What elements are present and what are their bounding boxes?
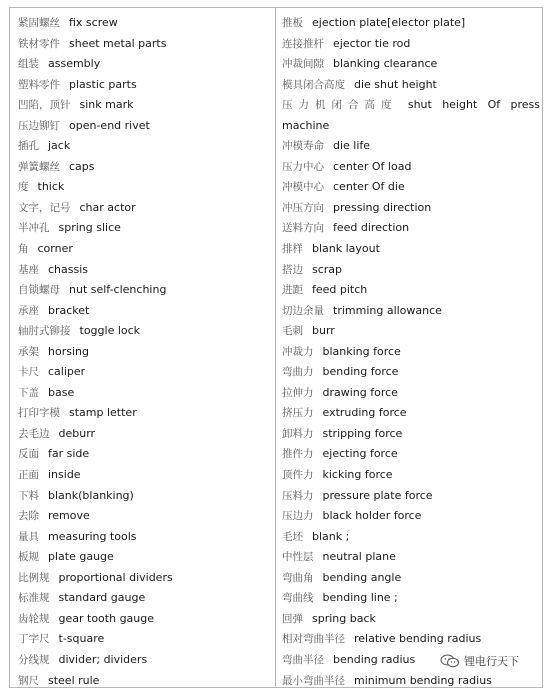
term-row	[282, 403, 540, 424]
term-english: plate gauge	[48, 550, 114, 563]
term-chinese: 半冲孔	[18, 222, 50, 234]
term-row	[18, 239, 268, 260]
term-english: neutral plane	[323, 550, 396, 563]
term-english: deburr	[59, 427, 96, 440]
watermark	[440, 653, 519, 669]
term-english: pressing direction	[333, 201, 431, 214]
term-chinese: 去除	[18, 510, 39, 522]
term-english: bending radius	[333, 653, 415, 666]
term-row	[18, 547, 268, 568]
term-chinese: 齿轮规	[18, 613, 50, 625]
term-english: remove	[48, 509, 90, 522]
term-chinese: 下料	[18, 490, 39, 502]
term-row	[18, 424, 268, 445]
term-row	[282, 444, 540, 465]
term-row	[282, 568, 540, 589]
term-english: thick	[38, 180, 65, 193]
term-english: assembly	[48, 57, 100, 70]
term-row	[18, 506, 268, 527]
term-row	[282, 547, 540, 568]
term-english: caliper	[48, 365, 85, 378]
term-chinese: 打印字模	[18, 407, 60, 419]
term-chinese: 弯曲线	[282, 592, 314, 604]
term-chinese: 回弹	[282, 613, 303, 625]
term-chinese: 卡尺	[18, 366, 39, 378]
term-english-word: height	[442, 95, 477, 116]
term-english: proportional dividers	[59, 571, 173, 584]
term-row	[18, 95, 268, 116]
term-chinese: 凹陷，顶针	[18, 99, 71, 111]
term-row	[282, 260, 540, 281]
term-english: spring back	[312, 612, 376, 625]
term-english-word: shut	[408, 95, 432, 116]
term-row	[18, 342, 268, 363]
term-english: spring slice	[59, 221, 121, 234]
term-chinese: 铁材零件	[18, 38, 60, 50]
term-row	[18, 136, 268, 157]
term-row	[18, 54, 268, 75]
term-row	[18, 444, 268, 465]
term-chinese: 挤压力	[282, 407, 314, 419]
term-english: plastic parts	[69, 78, 137, 91]
term-chinese: 组装	[18, 58, 39, 70]
term-english: center Of die	[333, 180, 405, 193]
term-row	[18, 609, 268, 630]
term-row	[18, 218, 268, 239]
term-row	[282, 13, 540, 34]
term-row	[282, 609, 540, 630]
term-chinese: 塑料零件	[18, 79, 60, 91]
term-chinese: 下盖	[18, 387, 39, 399]
wechat-icon	[440, 654, 460, 668]
term-english: standard gauge	[59, 591, 146, 604]
glossary-table	[9, 7, 543, 688]
term-english: sink mark	[80, 98, 134, 111]
term-chinese: 毛刺	[282, 325, 303, 337]
term-chinese: 钢尺	[18, 675, 39, 687]
term-row	[18, 321, 268, 342]
term-row	[18, 157, 268, 178]
term-chinese: 度	[18, 181, 29, 193]
term-row	[18, 177, 268, 198]
term-chinese: 冲模寿命	[282, 140, 324, 152]
term-row	[282, 280, 540, 301]
term-row	[282, 588, 540, 609]
term-chinese: 冲压方向	[282, 202, 324, 214]
term-english: divider; dividers	[59, 653, 148, 666]
term-chinese: 冲模中心	[282, 181, 324, 193]
term-english-word: Of	[488, 95, 501, 116]
term-chinese: 推件力	[282, 448, 314, 460]
term-row	[18, 301, 268, 322]
term-chinese: 角	[18, 243, 29, 255]
term-row	[18, 280, 268, 301]
term-english: jack	[48, 139, 70, 152]
term-chinese: 送料方向	[282, 222, 324, 234]
term-english: extruding force	[323, 406, 407, 419]
term-english: center Of load	[333, 160, 411, 173]
term-chinese: 卸料力	[282, 428, 314, 440]
term-row	[18, 34, 268, 55]
term-row	[18, 362, 268, 383]
term-chinese: 排样	[282, 243, 303, 255]
term-row	[282, 34, 540, 55]
watermark-text: 锂电行天下	[464, 653, 519, 669]
term-english: char actor	[80, 201, 136, 214]
term-chinese: 压边铆钉	[18, 120, 60, 132]
term-chinese: 比例规	[18, 572, 50, 584]
term-chinese: 弯曲角	[282, 572, 314, 584]
term-chinese: 板规	[18, 551, 39, 563]
term-english: black holder force	[323, 509, 422, 522]
term-chinese: 反面	[18, 448, 39, 460]
term-english: blank(blanking)	[48, 489, 134, 502]
term-chinese: 进距	[282, 284, 303, 296]
term-english: trimming allowance	[333, 304, 442, 317]
term-english: t-square	[59, 632, 105, 645]
term-english-word: press	[510, 95, 540, 116]
term-row	[18, 116, 268, 137]
term-chinese: 搭边	[282, 264, 303, 276]
term-english: corner	[38, 242, 73, 255]
term-english: die life	[333, 139, 370, 152]
term-row	[282, 506, 540, 527]
term-row	[282, 301, 540, 322]
term-chinese: 插孔	[18, 140, 39, 152]
term-english: gear tooth gauge	[59, 612, 155, 625]
term-chinese: 推板	[282, 17, 303, 29]
term-english: burr	[312, 324, 335, 337]
term-chinese: 承座	[18, 305, 39, 317]
term-chinese: 中性层	[282, 551, 314, 563]
term-chinese: 拉伸力	[282, 387, 314, 399]
term-row	[282, 424, 540, 445]
term-english: blanking clearance	[333, 57, 437, 70]
term-english: scrap	[312, 263, 342, 276]
term-chinese: 承架	[18, 346, 39, 358]
term-row	[18, 527, 268, 548]
term-english: pressure plate force	[323, 489, 433, 502]
term-row	[282, 198, 540, 219]
term-chinese: 冲裁力	[282, 346, 314, 358]
term-english: horsing	[48, 345, 89, 358]
term-row	[282, 362, 540, 383]
term-english: feed direction	[333, 221, 409, 234]
term-chinese: 压力中心	[282, 161, 324, 173]
term-english: steel rule	[48, 674, 99, 687]
term-english: kicking force	[323, 468, 393, 481]
term-english: base	[48, 386, 74, 399]
term-row	[282, 383, 540, 404]
term-english: minimum bending radius	[354, 674, 492, 687]
term-row	[282, 342, 540, 363]
term-english: toggle lock	[80, 324, 141, 337]
term-row	[282, 157, 540, 178]
term-chinese: 文字，记号	[18, 202, 71, 214]
term-chinese: 紧固螺丝	[18, 17, 60, 29]
term-row	[18, 465, 268, 486]
term-row	[282, 486, 540, 507]
term-row	[18, 588, 268, 609]
term-chinese: 压料力	[282, 490, 314, 502]
term-row	[18, 13, 268, 34]
term-row	[282, 75, 540, 96]
term-english: drawing force	[323, 386, 398, 399]
term-english: blank ;	[312, 530, 349, 543]
term-chinese: 最小弯曲半径	[282, 675, 345, 687]
term-row	[18, 403, 268, 424]
term-english: fix screw	[69, 16, 118, 29]
term-row	[282, 465, 540, 486]
term-row	[282, 527, 540, 548]
term-row-wrapped	[282, 95, 540, 136]
term-row	[18, 260, 268, 281]
term-english-word: machine	[282, 116, 540, 137]
term-english: far side	[48, 447, 89, 460]
term-row	[18, 629, 268, 650]
right-column	[282, 13, 540, 691]
term-chinese: 分线规	[18, 654, 50, 666]
term-english: ejector tie rod	[333, 37, 410, 50]
term-row	[18, 75, 268, 96]
term-english: bracket	[48, 304, 89, 317]
term-chinese: 量具	[18, 531, 39, 543]
term-chinese: 弯曲半径	[282, 654, 324, 666]
term-chinese: 标准规	[18, 592, 50, 604]
term-english: bending force	[323, 365, 399, 378]
term-english: chassis	[48, 263, 88, 276]
term-chinese: 毛坯	[282, 531, 303, 543]
term-english: ejection plate[elector plate]	[312, 16, 465, 29]
term-english: feed pitch	[312, 283, 367, 296]
term-chinese: 连接推杆	[282, 38, 324, 50]
term-row	[18, 568, 268, 589]
term-chinese: 丁字尺	[18, 633, 50, 645]
term-row	[282, 177, 540, 198]
term-english: bending line ;	[323, 591, 398, 604]
term-english: sheet metal parts	[69, 37, 166, 50]
term-chinese: 轴肘式铆接	[18, 325, 71, 337]
term-chinese: 顶件力	[282, 469, 314, 481]
term-english: stripping force	[323, 427, 403, 440]
term-chinese: 正面	[18, 469, 39, 481]
term-row	[282, 54, 540, 75]
term-row	[18, 198, 268, 219]
term-row	[18, 486, 268, 507]
term-row	[18, 650, 268, 671]
term-english: die shut height	[354, 78, 437, 91]
term-english: bending angle	[323, 571, 402, 584]
term-english: nut self-clenching	[69, 283, 166, 296]
term-chinese: 切边余量	[282, 305, 324, 317]
term-english: caps	[69, 160, 95, 173]
term-row	[282, 629, 540, 650]
term-chinese: 模具闭合高度	[282, 79, 345, 91]
term-english: ejecting force	[323, 447, 398, 460]
column-divider	[275, 8, 276, 687]
term-chinese: 自锁螺母	[18, 284, 60, 296]
term-row	[282, 218, 540, 239]
term-english: relative bending radius	[354, 632, 481, 645]
term-row	[282, 321, 540, 342]
term-english: measuring tools	[48, 530, 137, 543]
term-chinese: 冲裁间隙	[282, 58, 324, 70]
term-chinese: 压边力	[282, 510, 314, 522]
term-english: stamp letter	[69, 406, 137, 419]
term-chinese: 压力机闭合高度	[282, 95, 398, 116]
justified-line	[282, 95, 540, 116]
term-chinese: 基座	[18, 264, 39, 276]
term-english: open-end rivet	[69, 119, 150, 132]
term-row	[282, 136, 540, 157]
term-chinese: 去毛边	[18, 428, 50, 440]
term-english: blanking force	[323, 345, 401, 358]
term-chinese: 弯曲力	[282, 366, 314, 378]
term-chinese: 弹簧螺丝	[18, 161, 60, 173]
term-english: blank layout	[312, 242, 380, 255]
term-chinese: 相对弯曲半径	[282, 633, 345, 645]
term-row	[18, 383, 268, 404]
term-english: inside	[48, 468, 81, 481]
term-row	[282, 239, 540, 260]
left-column	[18, 13, 268, 691]
